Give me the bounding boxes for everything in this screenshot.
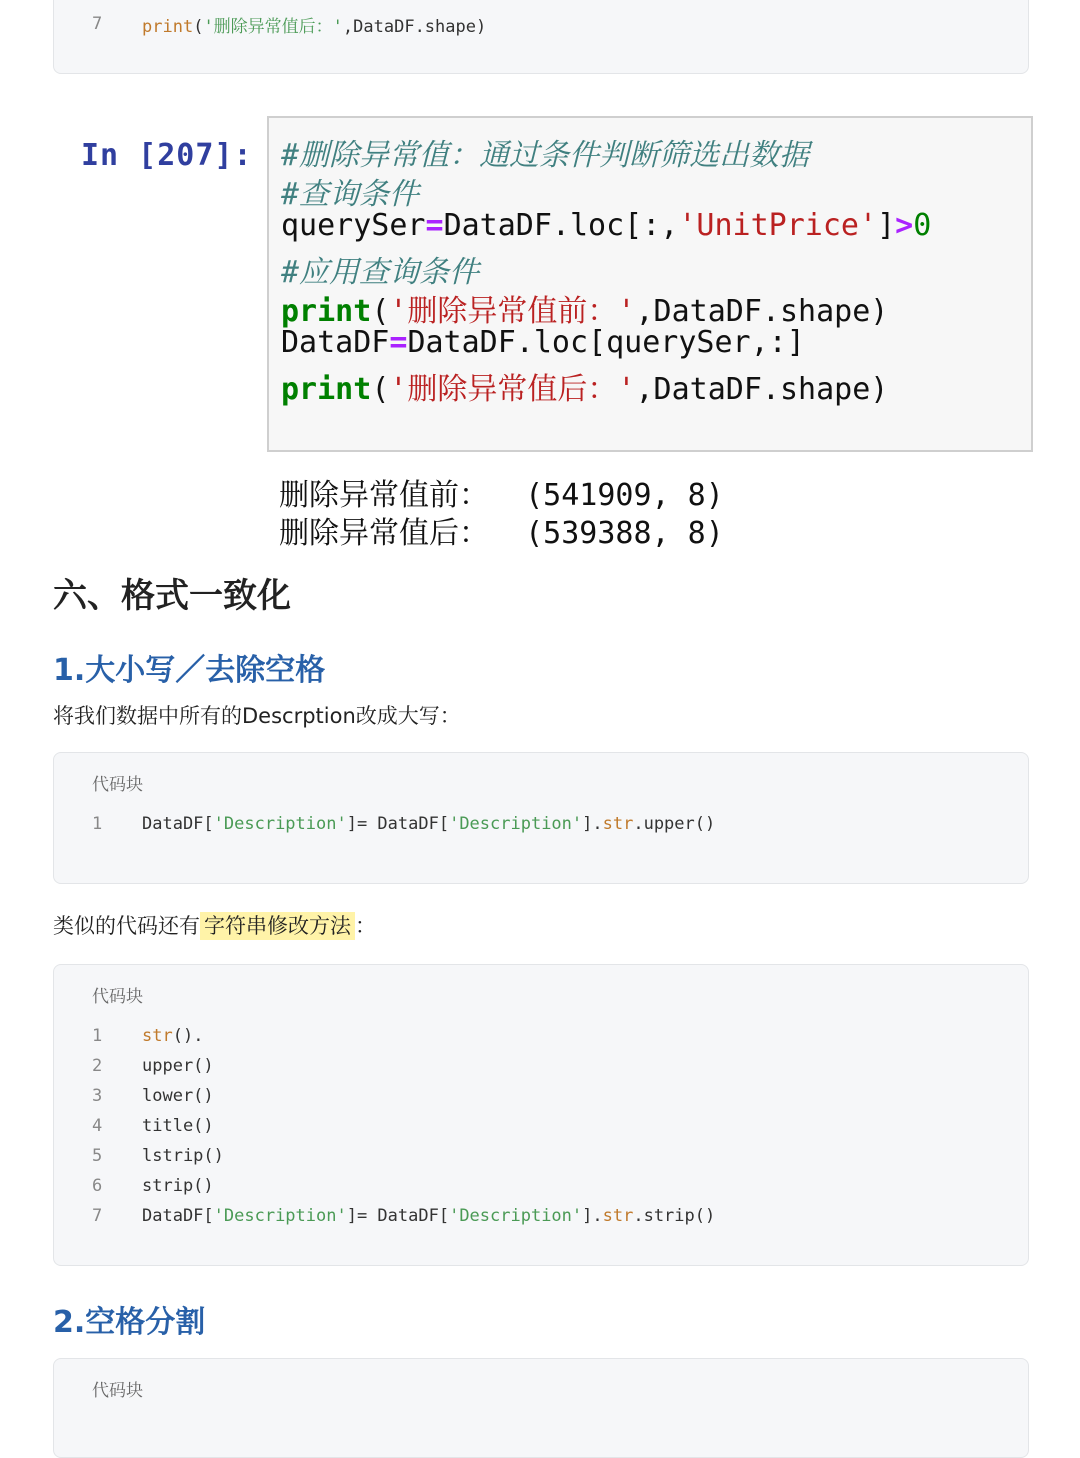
code-operator: = — [425, 208, 444, 243]
code-cell — [267, 116, 1033, 452]
code-text: DataDF[ — [142, 814, 214, 834]
code-block — [53, 752, 1029, 884]
code-line — [54, 1113, 214, 1139]
code-string: '删除异常值前：' — [389, 294, 636, 329]
line-number: 6 — [92, 1176, 103, 1196]
code-text: lstrip() — [142, 1146, 224, 1166]
code-keyword: str — [142, 1026, 173, 1046]
cell-output: 删除异常值前： (541909, 8) — [279, 478, 724, 513]
cell-output: 删除异常值后： (539388, 8) — [279, 516, 724, 551]
code-line — [54, 1023, 203, 1049]
line-number: 2 — [92, 1056, 103, 1076]
line-number: 7 — [92, 14, 103, 34]
code-string: '删除异常值后：' — [389, 372, 636, 407]
code-keyword: print — [281, 372, 372, 407]
code-text: DataDF.loc[querySer,:] — [407, 325, 805, 360]
code-text: .strip() — [633, 1206, 716, 1226]
code-comment: #删除异常值：通过条件判断筛选出数据 — [281, 138, 810, 173]
code-text: ]= DataDF[ — [346, 1206, 450, 1226]
code-operator: > — [895, 208, 914, 243]
paragraph-text: 类似的代码还有 — [53, 914, 200, 938]
line-number: 3 — [92, 1086, 103, 1106]
code-line — [54, 1143, 224, 1169]
code-string: 'Description' — [213, 1206, 347, 1226]
code-text: ]. — [582, 814, 603, 834]
code-text: ,DataDF.shape) — [635, 294, 889, 329]
code-line — [54, 1053, 214, 1079]
code-text: ]. — [582, 1206, 603, 1226]
code-line — [281, 364, 888, 408]
code-block — [53, 1358, 1029, 1458]
code-text: DataDF[ — [142, 1206, 214, 1226]
code-string: 'Description' — [449, 814, 583, 834]
code-text: DataDF.loc[:, — [443, 208, 679, 243]
code-text: ,DataDF.shape) — [635, 372, 889, 407]
code-text: strip() — [142, 1176, 214, 1196]
code-text: ,DataDF.shape) — [342, 16, 487, 37]
code-text: lower() — [142, 1086, 214, 1106]
code-comment: #查询条件 — [281, 177, 420, 212]
code-string: 'Description' — [449, 1206, 583, 1226]
line-number: 7 — [92, 1206, 103, 1226]
code-keyword: print — [142, 16, 194, 37]
code-text: ]= DataDF[ — [346, 814, 450, 834]
subsection-heading: 2.空格分割 — [53, 1305, 206, 1340]
code-text: .upper() — [633, 814, 716, 834]
code-text: title() — [142, 1116, 214, 1136]
line-number: 4 — [92, 1116, 103, 1136]
line-number: 1 — [92, 1026, 103, 1046]
code-keyword: str — [602, 814, 634, 834]
code-text: upper() — [142, 1056, 214, 1076]
code-line — [54, 811, 715, 837]
code-text: (). — [172, 1026, 204, 1046]
code-comment: #应用查询条件 — [281, 255, 480, 290]
code-keyword: str — [602, 1206, 634, 1226]
subsection-heading: 1.大小写／去除空格 — [53, 653, 326, 688]
notebook-screenshot — [53, 108, 1033, 551]
code-string: 'UnitPrice' — [678, 208, 878, 243]
code-text: ] — [877, 208, 896, 243]
code-line — [281, 286, 888, 330]
code-string: '删除异常值后：' — [203, 16, 343, 37]
code-block-label: 代码块 — [92, 775, 143, 795]
code-text: ( — [371, 294, 390, 329]
code-block-top — [53, 0, 1029, 74]
code-string: 'Description' — [213, 814, 347, 834]
code-line — [281, 325, 805, 360]
code-number: 0 — [913, 208, 932, 243]
code-text: DataDF — [281, 325, 390, 360]
code-text: querySer — [281, 208, 426, 243]
paragraph-text: ： — [355, 914, 376, 938]
code-line: 7 print('删除异常值后：',DataDF.shape) — [54, 11, 486, 37]
code-keyword: print — [281, 294, 372, 329]
highlighted-text: 字符串修改方法 — [200, 912, 355, 940]
paragraph: 将我们数据中所有的Descrption改成大写： — [53, 704, 461, 728]
code-block-label: 代码块 — [92, 987, 143, 1007]
line-number: 1 — [92, 814, 103, 834]
code-block-label: 代码块 — [92, 1381, 143, 1401]
code-operator: = — [389, 325, 408, 360]
code-text: ( — [371, 372, 390, 407]
section-heading: 六、格式一致化 — [53, 576, 291, 616]
code-line — [54, 1083, 214, 1109]
cell-prompt: In [207]: — [81, 138, 253, 173]
code-block — [53, 964, 1029, 1266]
code-line — [54, 1173, 214, 1199]
paragraph — [53, 910, 376, 940]
line-number: 5 — [92, 1146, 103, 1166]
code-line — [281, 208, 931, 243]
code-line — [54, 1203, 715, 1229]
